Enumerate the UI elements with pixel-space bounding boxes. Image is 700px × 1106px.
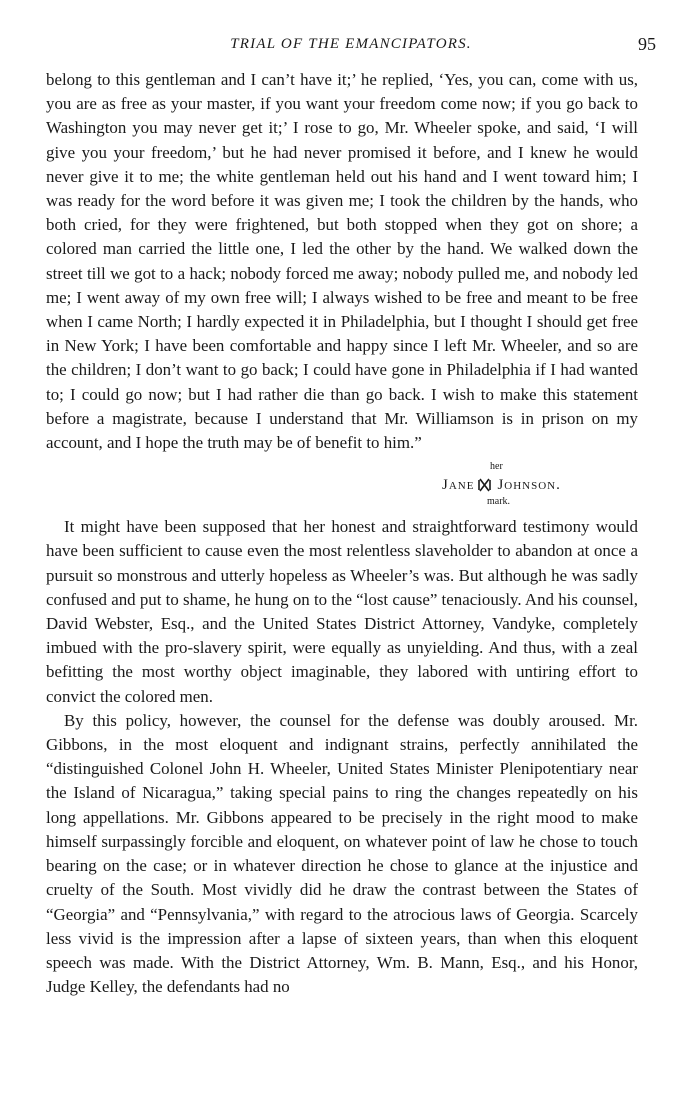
paragraph-defense: By this policy, however, the counsel for the defense was doubly aroused. Mr. Gibbons, in the most eloquent and indignant strains, perfectly annihilated the “distinguished Colonel John H. Wheeler, United States Minister Plenipotentiary near the Island of Nicaragua,” taking special pains to ring the changes repeatedly on his long appellations. Mr. Gibbons appeared to be precisely in the right mood to make himself surpassingly forcible and eloquent, on whatever point of law he chose to touch bearing on the case; or in whatever direction he chose to glance at the injustice and cruelty of the South. Most vividly did he draw the contrast between the States of “Georgia” and “Pennsylvania,” with regard to the atrocious laws of Georgia. Scarcely less vivid is the impression after a lapse of sixteen years, than when this eloquent speech was made. With the District Attorney, Wm. B. Mann, Esq., and his Honor, Judge Kelley, the defendants had no	[46, 710, 638, 997]
signature-x-mark-icon	[478, 478, 491, 492]
body-text	[46, 68, 638, 999]
paragraph-honest-testimony: It might have been supposed that her honest and straightforward testimony would have been sufficient to cause even the most relentless slaveholder to abandon at once a pursuit so monstrous and utterly hopeless as Wheeler’s was. But although he was sadly confused and put to shame, he hung on to the “lost cause” tenaciously. And his counsel, David Webster, Esq., and the United States District Attorney, Vandyke, completely imbued with the pro-slavery spirit, were equally as unyielding. And thus, with a zeal befitting the most worthy object imaginable, they labored with untiring effort to convict the colored men.	[46, 517, 638, 706]
page-number: 95	[638, 34, 656, 54]
signature-block	[46, 455, 638, 515]
signature-last-name: Johnson.	[497, 477, 561, 494]
running-title: TRIAL OF THE EMANCIPATORS.	[230, 36, 472, 52]
signature-first-name: Jane	[442, 477, 475, 494]
signature-her-label: her	[490, 461, 503, 473]
running-head	[46, 34, 656, 58]
signature-name	[442, 475, 561, 495]
signature-mark-label: mark.	[487, 496, 511, 508]
paragraph-testimony-end: belong to this gentleman and I can’t have it;’ he replied, ‘Yes, you can, come with us, you are as free as your master, if you want your freedom come now; if you go back to Washington you may never get it;’ I rose to go, Mr. Wheeler spoke, and said, ‘I will give you your freedom,’ but he had never promised it before, and I knew he would never give it to me; the white gentleman held out his hand and I went toward him; I was ready for the word before it was given me; I took the children by the hands, who both cried, for they were frightened, but both stopped when they got on shore; a colored man carried the little one, I led the other by the hand. We walked down the street till we got to a hack; nobody forced me away; nobody pulled me, and nobody led me; I went away of my own free will; I always wished to be free and meant to be free when I came North; I hardly expected it in Philadelphia, but I thought I should get free in New York; I have been comfortable and happy since I left Mr. Wheeler, and so are the children; I don’t want to go back; I could have gone in Philadelphia if I had wanted to; I could go now; but I had rather die than go back. I wish to make this statement before a magistrate, because I understand that Mr. Williamson is in prison on my account, and I hope the truth may be of benefit to him.”	[46, 70, 638, 453]
